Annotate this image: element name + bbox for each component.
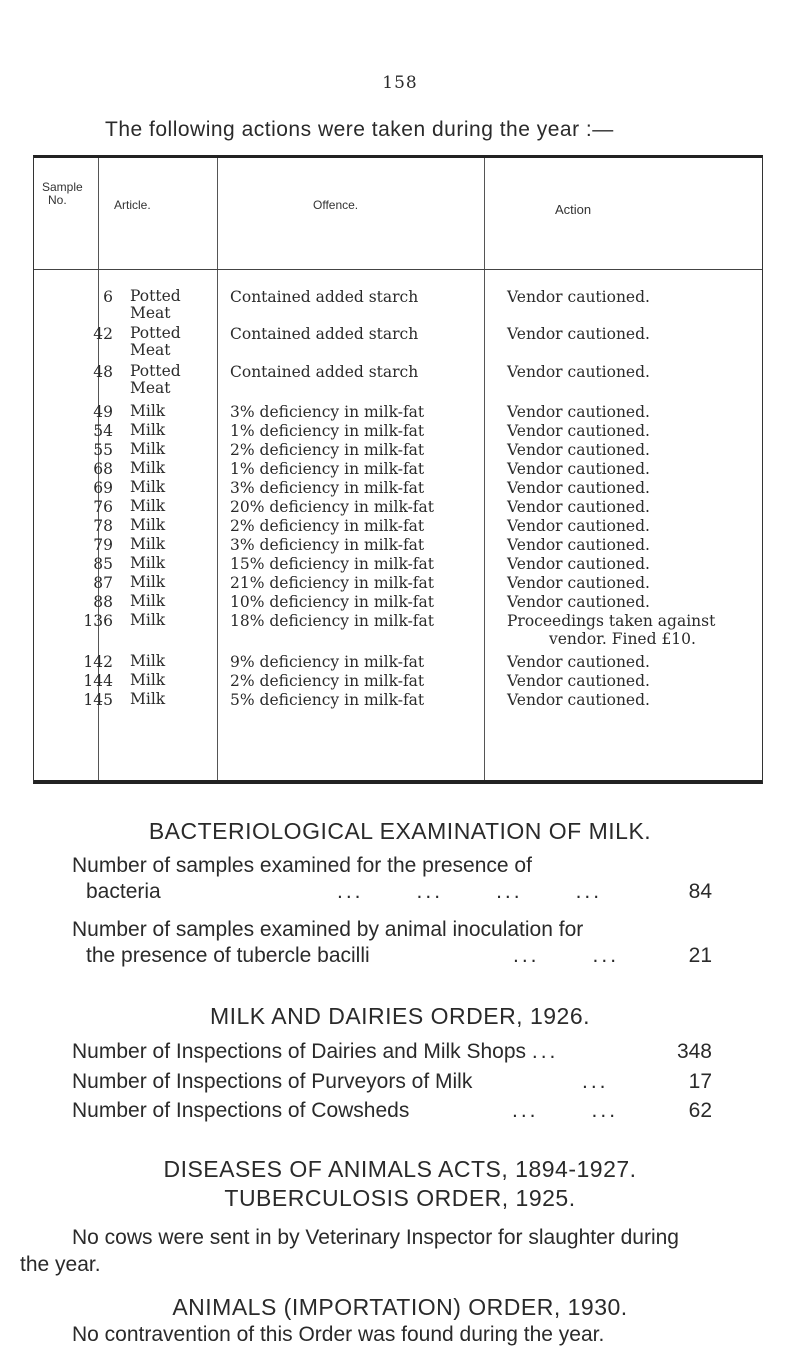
- sample-number: 142: [83, 653, 113, 671]
- offence-cell: 3% deficiency in milk-fat: [230, 403, 425, 421]
- column-divider: [484, 158, 485, 780]
- article-cell: Milk: [130, 592, 166, 610]
- offence-cell: 1% deficiency in milk-fat: [230, 422, 425, 440]
- offence-cell: 1% deficiency in milk-fat: [230, 460, 425, 478]
- action-cell: Vendor cautioned.: [507, 403, 650, 421]
- article-cell: Milk: [130, 690, 166, 708]
- article-cell: Milk: [130, 421, 166, 439]
- stat-value: 62: [688, 1099, 712, 1122]
- milk-dairies-heading: MILK AND DAIRIES ORDER, 1926.: [209, 1003, 591, 1029]
- sample-number: 145: [83, 691, 113, 709]
- action-cell: Vendor cautioned.: [507, 574, 650, 592]
- dairies-inspections-stat: [72, 1039, 712, 1065]
- stat-label: Number of Inspections of Purveyors of Milk: [72, 1070, 473, 1093]
- cowsheds-inspections-stat: [72, 1098, 712, 1124]
- header-sample-label: Sample: [42, 180, 83, 194]
- column-divider: [217, 158, 218, 780]
- offence-cell: 15% deficiency in milk-fat: [230, 555, 435, 573]
- stat-label: Number of samples examined by animal inoculation for: [72, 918, 584, 941]
- sample-number: 49: [93, 403, 113, 421]
- bacteria-samples-stat: [72, 853, 712, 905]
- sample-number: 87: [93, 574, 113, 592]
- stat-label: Number of Inspections of Dairies and Milk Shops: [72, 1040, 527, 1063]
- action-cell: Vendor cautioned.: [507, 288, 650, 306]
- offence-cell: 18% deficiency in milk-fat: [230, 612, 435, 630]
- offence-cell: 10% deficiency in milk-fat: [230, 593, 435, 611]
- action-cell: Vendor cautioned.: [507, 653, 650, 671]
- article-cell: Milk: [130, 652, 166, 670]
- action-line: vendor. Fined £10.: [549, 630, 696, 648]
- action-cell: Vendor cautioned.: [507, 363, 650, 381]
- article-cell: Potted Meat: [130, 362, 181, 397]
- leader-dots: ... ...: [513, 944, 620, 967]
- action-cell: Vendor cautioned.: [507, 422, 650, 440]
- stat-value: 84: [688, 880, 712, 903]
- action-cell: Vendor cautioned.: [507, 460, 650, 478]
- header-no-label: No.: [48, 193, 67, 207]
- sample-number: 136: [83, 612, 113, 630]
- offence-cell: 2% deficiency in milk-fat: [230, 672, 425, 690]
- header-rule: [34, 269, 762, 270]
- offence-cell: 5% deficiency in milk-fat: [230, 691, 425, 709]
- tuberculosis-heading: TUBERCULOSIS ORDER, 1925.: [224, 1185, 576, 1211]
- header-sample-no: [42, 181, 83, 207]
- action-cell: Vendor cautioned.: [507, 441, 650, 459]
- article-cell: Milk: [130, 478, 166, 496]
- sample-number: 76: [93, 498, 113, 516]
- article-cell: Milk: [130, 402, 166, 420]
- action-cell: Vendor cautioned.: [507, 672, 650, 690]
- stat-label: Number of Inspections of Cowsheds: [72, 1099, 410, 1122]
- header-offence: Offence.: [313, 198, 359, 212]
- stat-label: Number of samples examined for the presence of: [72, 854, 532, 877]
- action-cell: Vendor cautioned.: [507, 517, 650, 535]
- page-number: 158: [382, 73, 418, 93]
- sample-number: 42: [93, 325, 113, 343]
- importation-heading: ANIMALS (IMPORTATION) ORDER, 1930.: [172, 1294, 628, 1320]
- sample-number: 48: [93, 363, 113, 381]
- article-cell: Milk: [130, 611, 166, 629]
- action-cell: Vendor cautioned.: [507, 325, 650, 343]
- tuberculosis-text-line1: No cows were sent in by Veterinary Inspector for slaughter during: [72, 1226, 679, 1249]
- action-cell: Vendor cautioned.: [507, 691, 650, 709]
- tubercle-samples-stat: [72, 917, 712, 969]
- article-cell: Milk: [130, 459, 166, 477]
- actions-table: [33, 155, 763, 784]
- article-cell: Milk: [130, 554, 166, 572]
- header-action: Action: [555, 202, 592, 217]
- sample-number: 6: [103, 288, 113, 306]
- article-cell: Milk: [130, 573, 166, 591]
- offence-cell: 20% deficiency in milk-fat: [230, 498, 435, 516]
- stat-label: bacteria: [86, 880, 161, 903]
- article-cell: Potted Meat: [130, 324, 181, 359]
- sample-number: 85: [93, 555, 113, 573]
- action-line: Proceedings taken against: [507, 612, 716, 630]
- action-cell: Vendor cautioned.: [507, 536, 650, 554]
- offence-cell: 9% deficiency in milk-fat: [230, 653, 425, 671]
- sample-number: 68: [93, 460, 113, 478]
- leader-dots: ... ... ... ...: [337, 880, 603, 903]
- offence-cell: Contained added starch: [230, 325, 419, 343]
- tuberculosis-text-line2: the year.: [20, 1253, 101, 1276]
- action-cell: [507, 612, 715, 648]
- stat-value: 17: [688, 1070, 712, 1093]
- stat-value: 21: [688, 944, 712, 967]
- purveyors-inspections-stat: [72, 1069, 712, 1095]
- offence-cell: 3% deficiency in milk-fat: [230, 479, 425, 497]
- article-cell: Potted Meat: [130, 287, 181, 322]
- offence-cell: 2% deficiency in milk-fat: [230, 517, 425, 535]
- offence-cell: Contained added starch: [230, 288, 419, 306]
- importation-text: No contravention of this Order was found during the year.: [72, 1323, 605, 1346]
- sample-number: 88: [93, 593, 113, 611]
- action-cell: Vendor cautioned.: [507, 555, 650, 573]
- intro-text: The following actions were taken during the year :—: [105, 118, 614, 141]
- header-article: Article.: [114, 198, 151, 212]
- action-cell: Vendor cautioned.: [507, 498, 650, 516]
- diseases-heading: DISEASES OF ANIMALS ACTS, 1894-1927.: [163, 1156, 637, 1182]
- offence-cell: 2% deficiency in milk-fat: [230, 441, 425, 459]
- sample-number: 55: [93, 441, 113, 459]
- sample-number: 144: [83, 672, 113, 690]
- article-cell: Milk: [130, 497, 166, 515]
- sample-number: 78: [93, 517, 113, 535]
- sample-number: 54: [93, 422, 113, 440]
- article-cell: Milk: [130, 440, 166, 458]
- stat-label: the presence of tubercle bacilli: [86, 944, 370, 967]
- offence-cell: 21% deficiency in milk-fat: [230, 574, 435, 592]
- action-cell: Vendor cautioned.: [507, 479, 650, 497]
- article-cell: Milk: [130, 671, 166, 689]
- leader-dots: ... ...: [512, 1099, 619, 1122]
- stat-value: 348: [676, 1040, 712, 1063]
- article-cell: Milk: [130, 516, 166, 534]
- bacteriological-heading: BACTERIOLOGICAL EXAMINATION OF MILK.: [148, 818, 652, 844]
- offence-cell: 3% deficiency in milk-fat: [230, 536, 425, 554]
- leader-dots: ...: [582, 1070, 609, 1093]
- leader-dots: ...: [531, 1040, 559, 1063]
- action-cell: Vendor cautioned.: [507, 593, 650, 611]
- article-cell: Milk: [130, 535, 166, 553]
- offence-cell: Contained added starch: [230, 363, 419, 381]
- sample-number: 69: [93, 479, 113, 497]
- sample-number: 79: [93, 536, 113, 554]
